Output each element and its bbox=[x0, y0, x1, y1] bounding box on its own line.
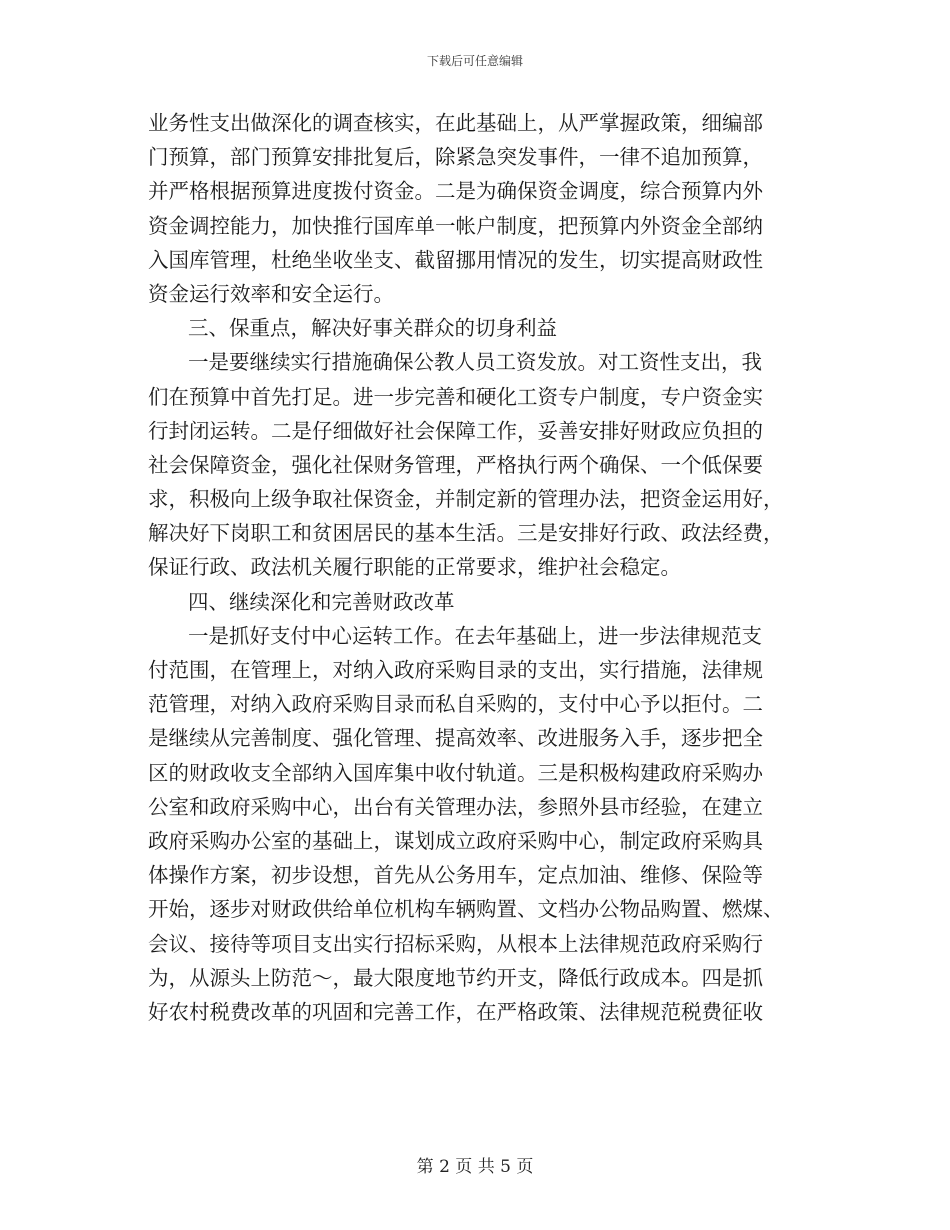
text-line: 社会保障资金，强化社保财务管理，严格执行两个确保、一个低保要 bbox=[148, 452, 763, 477]
text-line: 一是抓好支付中心运转工作。在去年基础上，进一步法律规范支 bbox=[188, 623, 762, 648]
text-line: 门预算，部门预算安排批复后，除紧急突发事件，一律不追加预算， bbox=[148, 145, 763, 170]
page-number: 第 2 页 共 5 页 bbox=[416, 1157, 534, 1177]
text-line: 为，从源头上防范～，最大限度地节约开支，降低行政成本。四是抓 bbox=[148, 965, 763, 990]
text-line: 并严格根据预算进度拨付资金。二是为确保资金调度，综合预算内外 bbox=[148, 179, 763, 204]
text-line: 会议、接待等项目支出实行招标采购，从根本上法律规范政府采购行 bbox=[148, 931, 763, 956]
text-line: 好农村税费改革的巩固和完善工作，在严格政策、法律规范税费征收 bbox=[148, 999, 763, 1024]
text-line: 付范围，在管理上，对纳入政府采购目录的支出，实行措施，法律规 bbox=[148, 658, 763, 682]
text-line: 一是要继续实行措施确保公教人员工资发放。对工资性支出，我 bbox=[188, 350, 762, 375]
text-line: 入国库管理，杜绝坐收坐支、截留挪用情况的发生，切实提高财政性 bbox=[148, 247, 763, 272]
text-line: 资金运行效率和安全运行。 bbox=[148, 281, 394, 306]
text-line: 公室和政府采购中心，出台有关管理办法，参照外县市经验，在建立 bbox=[148, 794, 763, 819]
text-line: 行封闭运转。二是仔细做好社会保障工作，妥善安排好财政应负担的 bbox=[148, 418, 763, 443]
text-line: 保证行政、政法机关履行职能的正常要求，维护社会稳定。 bbox=[148, 555, 681, 580]
text-line: 政府采购办公室的基础上，谋划成立政府采购中心，制定政府采购具 bbox=[148, 828, 763, 853]
section-heading: 三、保重点，解决好事关群众的切身利益 bbox=[188, 316, 557, 341]
text-line: 是继续从完善制度、强化管理、提高效率、改进服务入手，逐步把全 bbox=[148, 726, 763, 751]
page-header-note: 下载后可任意编辑 bbox=[426, 54, 523, 68]
document-body bbox=[148, 106, 804, 1029]
section-heading: 四、继续深化和完善财政改革 bbox=[188, 589, 455, 614]
text-line: 业务性支出做深化的调查核实，在此基础上，从严掌握政策，细编部 bbox=[148, 111, 763, 135]
text-line: 区的财政收支全部纳入国库集中收付轨道。三是积极构建政府采购办 bbox=[148, 760, 763, 785]
text-line: 范管理，对纳入政府采购目录而私自采购的，支付中心予以拒付。二 bbox=[148, 692, 763, 717]
text-line: 体操作方案，初步设想，首先从公务用车，定点加油、维修、保险等 bbox=[148, 863, 763, 888]
text-line: 资金调控能力，加快推行国库单一帐户制度，把预算内外资金全部纳 bbox=[148, 213, 763, 238]
text-line: 们在预算中首先打足。进一步完善和硬化工资专户制度，专户资金实 bbox=[148, 384, 763, 409]
text-line: 开始，逐步对财政供给单位机构车辆购置、文档办公物品购置、燃煤、 bbox=[148, 897, 784, 922]
text-line: 求，积极向上级争取社保资金，并制定新的管理办法，把资金运用好， bbox=[148, 487, 784, 512]
text-line: 解决好下岗职工和贫困居民的基本生活。三是安排好行政、政法经费， bbox=[148, 521, 784, 546]
